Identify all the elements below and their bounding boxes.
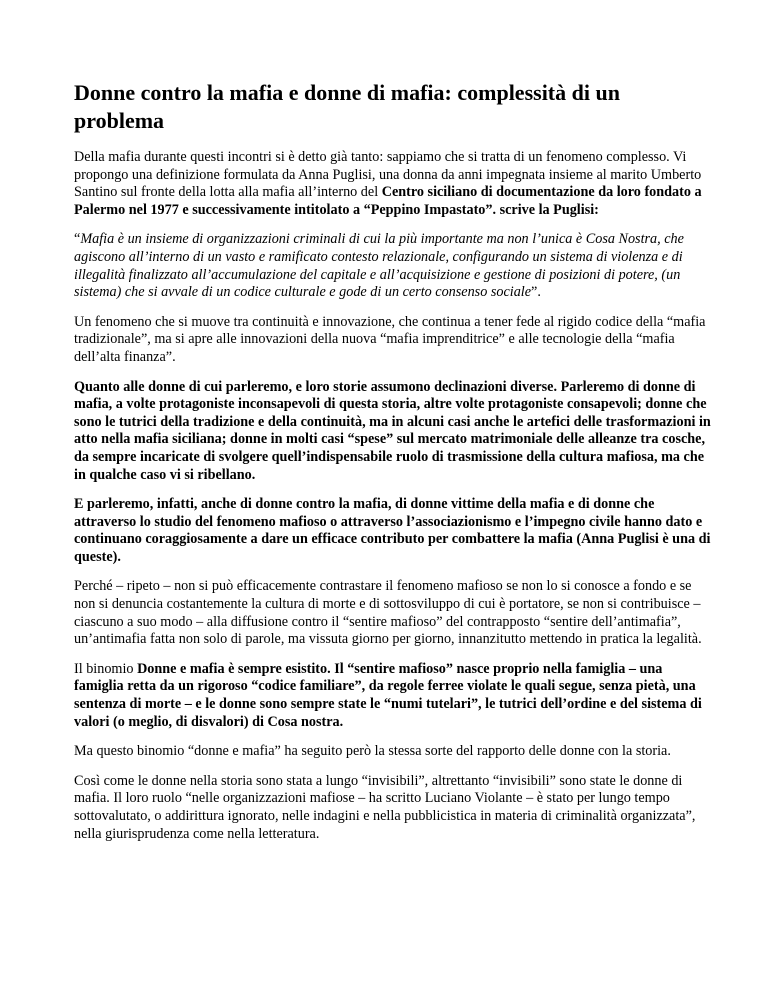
paragraph-binomio	[74, 661, 714, 731]
paragraph-donne-contro-mafia: E parleremo, infatti, anche di donne contro la mafia, di donne vittime della mafia e di donne che attraverso lo studio del fenomeno mafioso o attraverso l’associazionismo e l’impegno civile hanno dato e continuano coraggiosamente a dare un efficace contributo per combattere la mafia (Anna Puglisi è una di queste).	[74, 496, 711, 565]
binomio-bold-text: Donne e mafia è sempre esistito. Il “sentire mafioso” nasce proprio nella famiglia – una famiglia retta da un rigoroso “codice familiare”, da regole ferree violate le quali segue, senza pietà, una sentenza di morte – e le donne sono sempre state le “numi tutelari”, le tutrici dell’ordine e del sistema di valori (o meglio, di disvalori) di Cosa nostra.	[74, 660, 702, 730]
paragraph-perche: Perché – ripeto – non si può efficacemente contrastare il fenomeno mafioso se non lo si conosce a fondo e se non si denuncia costantemente la cultura di morte e di sottosviluppo di cui è portatore, se non si contribuisce – ciascuno a suo modo – alla diffusione contro il “sentire mafioso” del contrapposto “sentire dell’antimafia”, un’antimafia fatta non solo di parole, ma vissuta giorno per giorno, innanzitutto mettendo in pratica la legalità.	[74, 578, 702, 648]
document-page	[74, 79, 714, 855]
paragraph-intro	[74, 149, 714, 219]
binomio-text: Il binomio	[74, 660, 138, 677]
paragraph-invisibili: Così come le donne nella storia sono stata a lungo “invisibili”, altrettanto “invisibili” sono state le donne di mafia. Il loro ruolo “nelle organizzazioni mafiose – ha scritto Luciano Violante – è stato per lungo tempo sottovalutato, o addirittura ignorato, nelle indagini e nella pubblicistica in materia di criminalità organizzata”, nella giurisprudenza come nella letteratura.	[74, 772, 696, 842]
paragraph-donne-di-mafia: Quanto alle donne di cui parleremo, e loro storie assumono declinazioni diverse. Parleremo di donne di mafia, a volte protagoniste inconsapevoli di questa storia, altre volte protagoniste consapevoli; donne che sono le tutrici della tradizione e della continuità, ma in alcuni casi anche le artefici delle trasformazioni in atto nella mafia siciliana; donne in molti casi “spese” sul mercato matrimoniale delle alleanze tra cosche, da sempre incaricate di svolgere quell’indispensabile ruolo di trasmissione della cultura mafiosa, ma che in qualche caso vi si ribellano.	[74, 378, 711, 483]
paragraph-storia: Ma questo binomio “donne e mafia” ha seguito però la stessa sorte del rapporto delle donne con la storia.	[74, 743, 671, 760]
intro-bold-text: Centro siciliano di documentazione da loro fondato a Palermo nel 1977 e successivamente intitolato a “Peppino Impastato”. scrive la Puglisi:	[74, 184, 702, 218]
page-title: Donne contro la mafia e donne di mafia: complessità di un problema	[74, 80, 620, 133]
paragraph-continuity: Un fenomeno che si muove tra continuità e innovazione, che continua a tener fede al rigido codice della “mafia tradizionale”, ma si apre alle innovazioni della nuova “mafia imprenditrice” e alle tecnologie della “mafia dell’alta finanza”.	[74, 313, 706, 365]
quote-close: ”.	[531, 284, 541, 301]
paragraph-quote	[74, 231, 714, 301]
quote-open: “	[74, 231, 81, 248]
intro-text: Della mafia durante questi incontri si è detto già tanto: sappiamo che si tratta di un fenomeno complesso. Vi propongo una definizione formulata da Anna Puglisi, una donna da anni impegnata insieme al marito Umberto Santino sul fronte della lotta alla mafia all’interno del	[74, 149, 702, 201]
quote-text: Mafia è un insieme di organizzazioni criminali di cui la più importante ma non l’unica è Cosa Nostra, che agiscono all’interno di un vasto e ramificato contesto relazionale, configurando un sistema di violenza e di illegalità finalizzato all’accumulazione del capitale e all’acquisizione e gestione di posizioni di potere, (un sistema) che si avvale di un codice culturale e gode di un certo consenso sociale	[74, 231, 684, 301]
